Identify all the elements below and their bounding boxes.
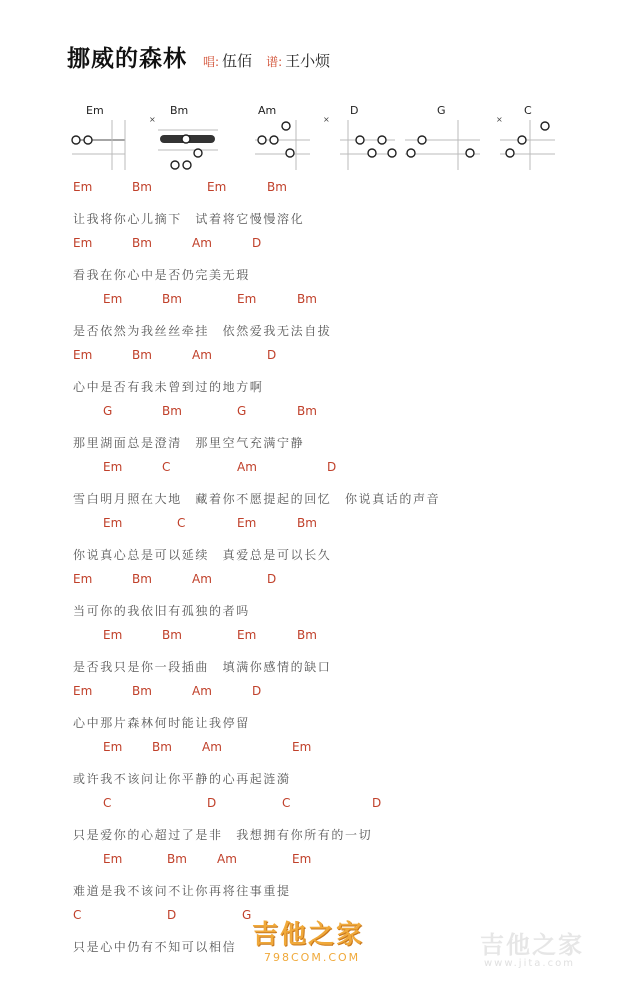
chord-diagram-am (255, 104, 310, 170)
lyric-line (0, 710, 623, 738)
chord-symbol: Em (103, 852, 123, 866)
finger-dot (194, 149, 202, 157)
chord-symbol: Bm (167, 852, 187, 866)
chord-symbol: Bm (132, 572, 152, 586)
watermark-right-sub-text: www.jita.com (484, 958, 575, 969)
lyric-text: 只是爱你的心超过了是非 我想拥有你所有的一切 (73, 828, 373, 842)
chord-diagram-name: Bm (170, 104, 189, 117)
lyric-line (0, 374, 623, 402)
finger-dot (378, 136, 386, 144)
finger-dot (407, 149, 415, 157)
chord-diagrams (0, 100, 623, 175)
chord-symbol: Em (237, 292, 257, 306)
lyric-text: 心中那片森林何时能让我停留 (73, 716, 250, 730)
chord-symbol: Bm (132, 348, 152, 362)
chord-symbol: G (237, 404, 247, 418)
chord-line (0, 682, 623, 710)
chord-symbol: Em (292, 852, 312, 866)
chord-diagram-c (496, 104, 555, 170)
lyric-line (0, 262, 623, 290)
finger-dot (72, 136, 80, 144)
chord-symbol: Bm (297, 404, 317, 418)
chord-symbol: Em (292, 740, 312, 754)
chord-symbol: C (162, 460, 171, 474)
chord-symbol: D (252, 684, 262, 698)
chord-symbol: G (103, 404, 113, 418)
finger-dot (183, 161, 191, 169)
chord-symbol: D (267, 348, 277, 362)
lyric-line (0, 486, 623, 514)
finger-dot (541, 122, 549, 130)
singer-label: 唱: (203, 55, 220, 69)
chord-symbol: D (207, 796, 217, 810)
lyric-text: 是否我只是你一段插曲 填满你感情的缺口 (73, 660, 332, 674)
chord-symbol: Em (237, 628, 257, 642)
chord-symbol: Bm (297, 628, 317, 642)
chord-symbol: C (73, 908, 82, 922)
chord-symbol: Em (73, 236, 93, 250)
chord-symbol: D (252, 236, 262, 250)
chord-symbol: Bm (162, 628, 182, 642)
lyric-line (0, 430, 623, 458)
svg-text:×: × (323, 115, 330, 124)
finger-dot (466, 149, 474, 157)
finger-dot (258, 136, 266, 144)
title-row (67, 40, 330, 73)
chord-diagram-d (323, 104, 396, 170)
chord-symbol: Bm (162, 292, 182, 306)
finger-dot (282, 122, 290, 130)
chord-symbol: Em (237, 516, 257, 530)
watermark-sub-text: 798COM.COM (264, 951, 361, 964)
chord-line (0, 514, 623, 542)
singer-name: 伍佰 (222, 52, 253, 70)
lyric-text: 那里湖面总是澄清 那里空气充满宁静 (73, 436, 305, 450)
chord-symbol: D (167, 908, 177, 922)
singer-credit (203, 50, 252, 71)
finger-dot (84, 136, 92, 144)
chord-symbol: Am (217, 852, 237, 866)
chord-symbol: Am (192, 348, 212, 362)
chord-symbol: Am (192, 572, 212, 586)
song-title: 挪威的森林 (67, 46, 187, 72)
chord-symbol: Em (73, 684, 93, 698)
lyric-text: 当可你的我依旧有孤独的者吗 (73, 604, 250, 618)
finger-dot (356, 136, 364, 144)
watermark-logo (252, 914, 392, 976)
chord-symbol: C (282, 796, 291, 810)
chord-line (0, 178, 623, 206)
chord-symbol: Em (103, 292, 123, 306)
chord-diagram-name: Em (86, 104, 104, 117)
chord-symbol: Em (73, 348, 93, 362)
chord-symbol: Bm (132, 684, 152, 698)
chord-symbol: C (103, 796, 112, 810)
lyric-text: 让我将你心儿摘下 试着将它慢慢溶化 (73, 212, 305, 226)
chord-symbol: D (327, 460, 337, 474)
chord-line (0, 626, 623, 654)
chord-line (0, 234, 623, 262)
chord-symbol: Bm (152, 740, 172, 754)
finger-dot (418, 136, 426, 144)
chord-symbol: Em (207, 180, 227, 194)
chord-symbol: Em (103, 628, 123, 642)
chord-symbol: Am (192, 684, 212, 698)
lyric-text: 心中是否有我未曾到过的地方啊 (73, 380, 264, 394)
lyric-line (0, 206, 623, 234)
lyric-text: 雪白明月照在大地 藏着你不愿提起的回忆 你说真话的声音 (73, 492, 441, 506)
chord-line (0, 570, 623, 598)
chord-diagram-name: C (524, 104, 532, 117)
svg-text:×: × (496, 115, 503, 124)
chord-symbol: Bm (297, 516, 317, 530)
lyric-text: 是否依然为我丝丝牵挂 依然爱我无法自拔 (73, 324, 332, 338)
lyric-text: 你说真心总是可以延续 真爱总是可以长久 (73, 548, 332, 562)
chord-diagram-g (405, 104, 480, 170)
lyric-text: 看我在你心中是否仍完美无瑕 (73, 268, 250, 282)
chord-symbol: G (242, 908, 252, 922)
editor-name: 王小烦 (285, 52, 331, 70)
chord-diagram-name: Am (258, 104, 277, 117)
watermark-main-text: 吉他之家 (252, 920, 365, 950)
lyric-line (0, 542, 623, 570)
chord-symbol: Em (103, 516, 123, 530)
lyric-line (0, 878, 623, 906)
chord-symbol: D (372, 796, 382, 810)
finger-dot (286, 149, 294, 157)
chord-line (0, 402, 623, 430)
lyric-line (0, 766, 623, 794)
finger-dot (388, 149, 396, 157)
svg-text:×: × (149, 115, 156, 124)
watermark-right-text: 吉他之家 (480, 931, 584, 959)
chord-symbol: Bm (132, 236, 152, 250)
chord-symbol: Em (73, 180, 93, 194)
chord-symbol: Em (103, 460, 123, 474)
editor-label: 谱: (266, 55, 283, 69)
chord-sheet (0, 178, 623, 962)
chord-line (0, 458, 623, 486)
chord-line (0, 738, 623, 766)
finger-dot (171, 161, 179, 169)
lyric-text: 或许我不该问让你平静的心再起涟漪 (73, 772, 291, 786)
finger-dot (182, 135, 190, 143)
chord-symbol: Bm (132, 180, 152, 194)
finger-dot (518, 136, 526, 144)
chord-symbol: Em (103, 740, 123, 754)
chord-diagram-em (72, 104, 125, 170)
finger-dot (506, 149, 514, 157)
chord-symbol: Bm (267, 180, 287, 194)
chord-symbol: Bm (162, 404, 182, 418)
chord-symbol: Am (237, 460, 257, 474)
chord-symbol: Am (192, 236, 212, 250)
chord-symbol: C (177, 516, 186, 530)
chord-line (0, 850, 623, 878)
chord-diagram-name: D (350, 104, 359, 117)
chord-symbol: D (267, 572, 277, 586)
lyric-text: 难道是我不该问不让你再将往事重提 (73, 884, 291, 898)
chord-symbol: Am (202, 740, 222, 754)
lyric-line (0, 598, 623, 626)
chord-line (0, 290, 623, 318)
lyric-text: 只是心中仍有不知可以相信 (73, 940, 237, 954)
lyric-line (0, 822, 623, 850)
chord-symbol: Em (73, 572, 93, 586)
lyric-line (0, 654, 623, 682)
chord-symbol: Bm (297, 292, 317, 306)
chord-diagram-bm (149, 104, 218, 169)
finger-dot (270, 136, 278, 144)
editor-credit (266, 50, 330, 71)
chord-diagram-name: G (437, 104, 446, 117)
finger-dot (368, 149, 376, 157)
chord-line (0, 794, 623, 822)
lyric-line (0, 318, 623, 346)
chord-line (0, 346, 623, 374)
